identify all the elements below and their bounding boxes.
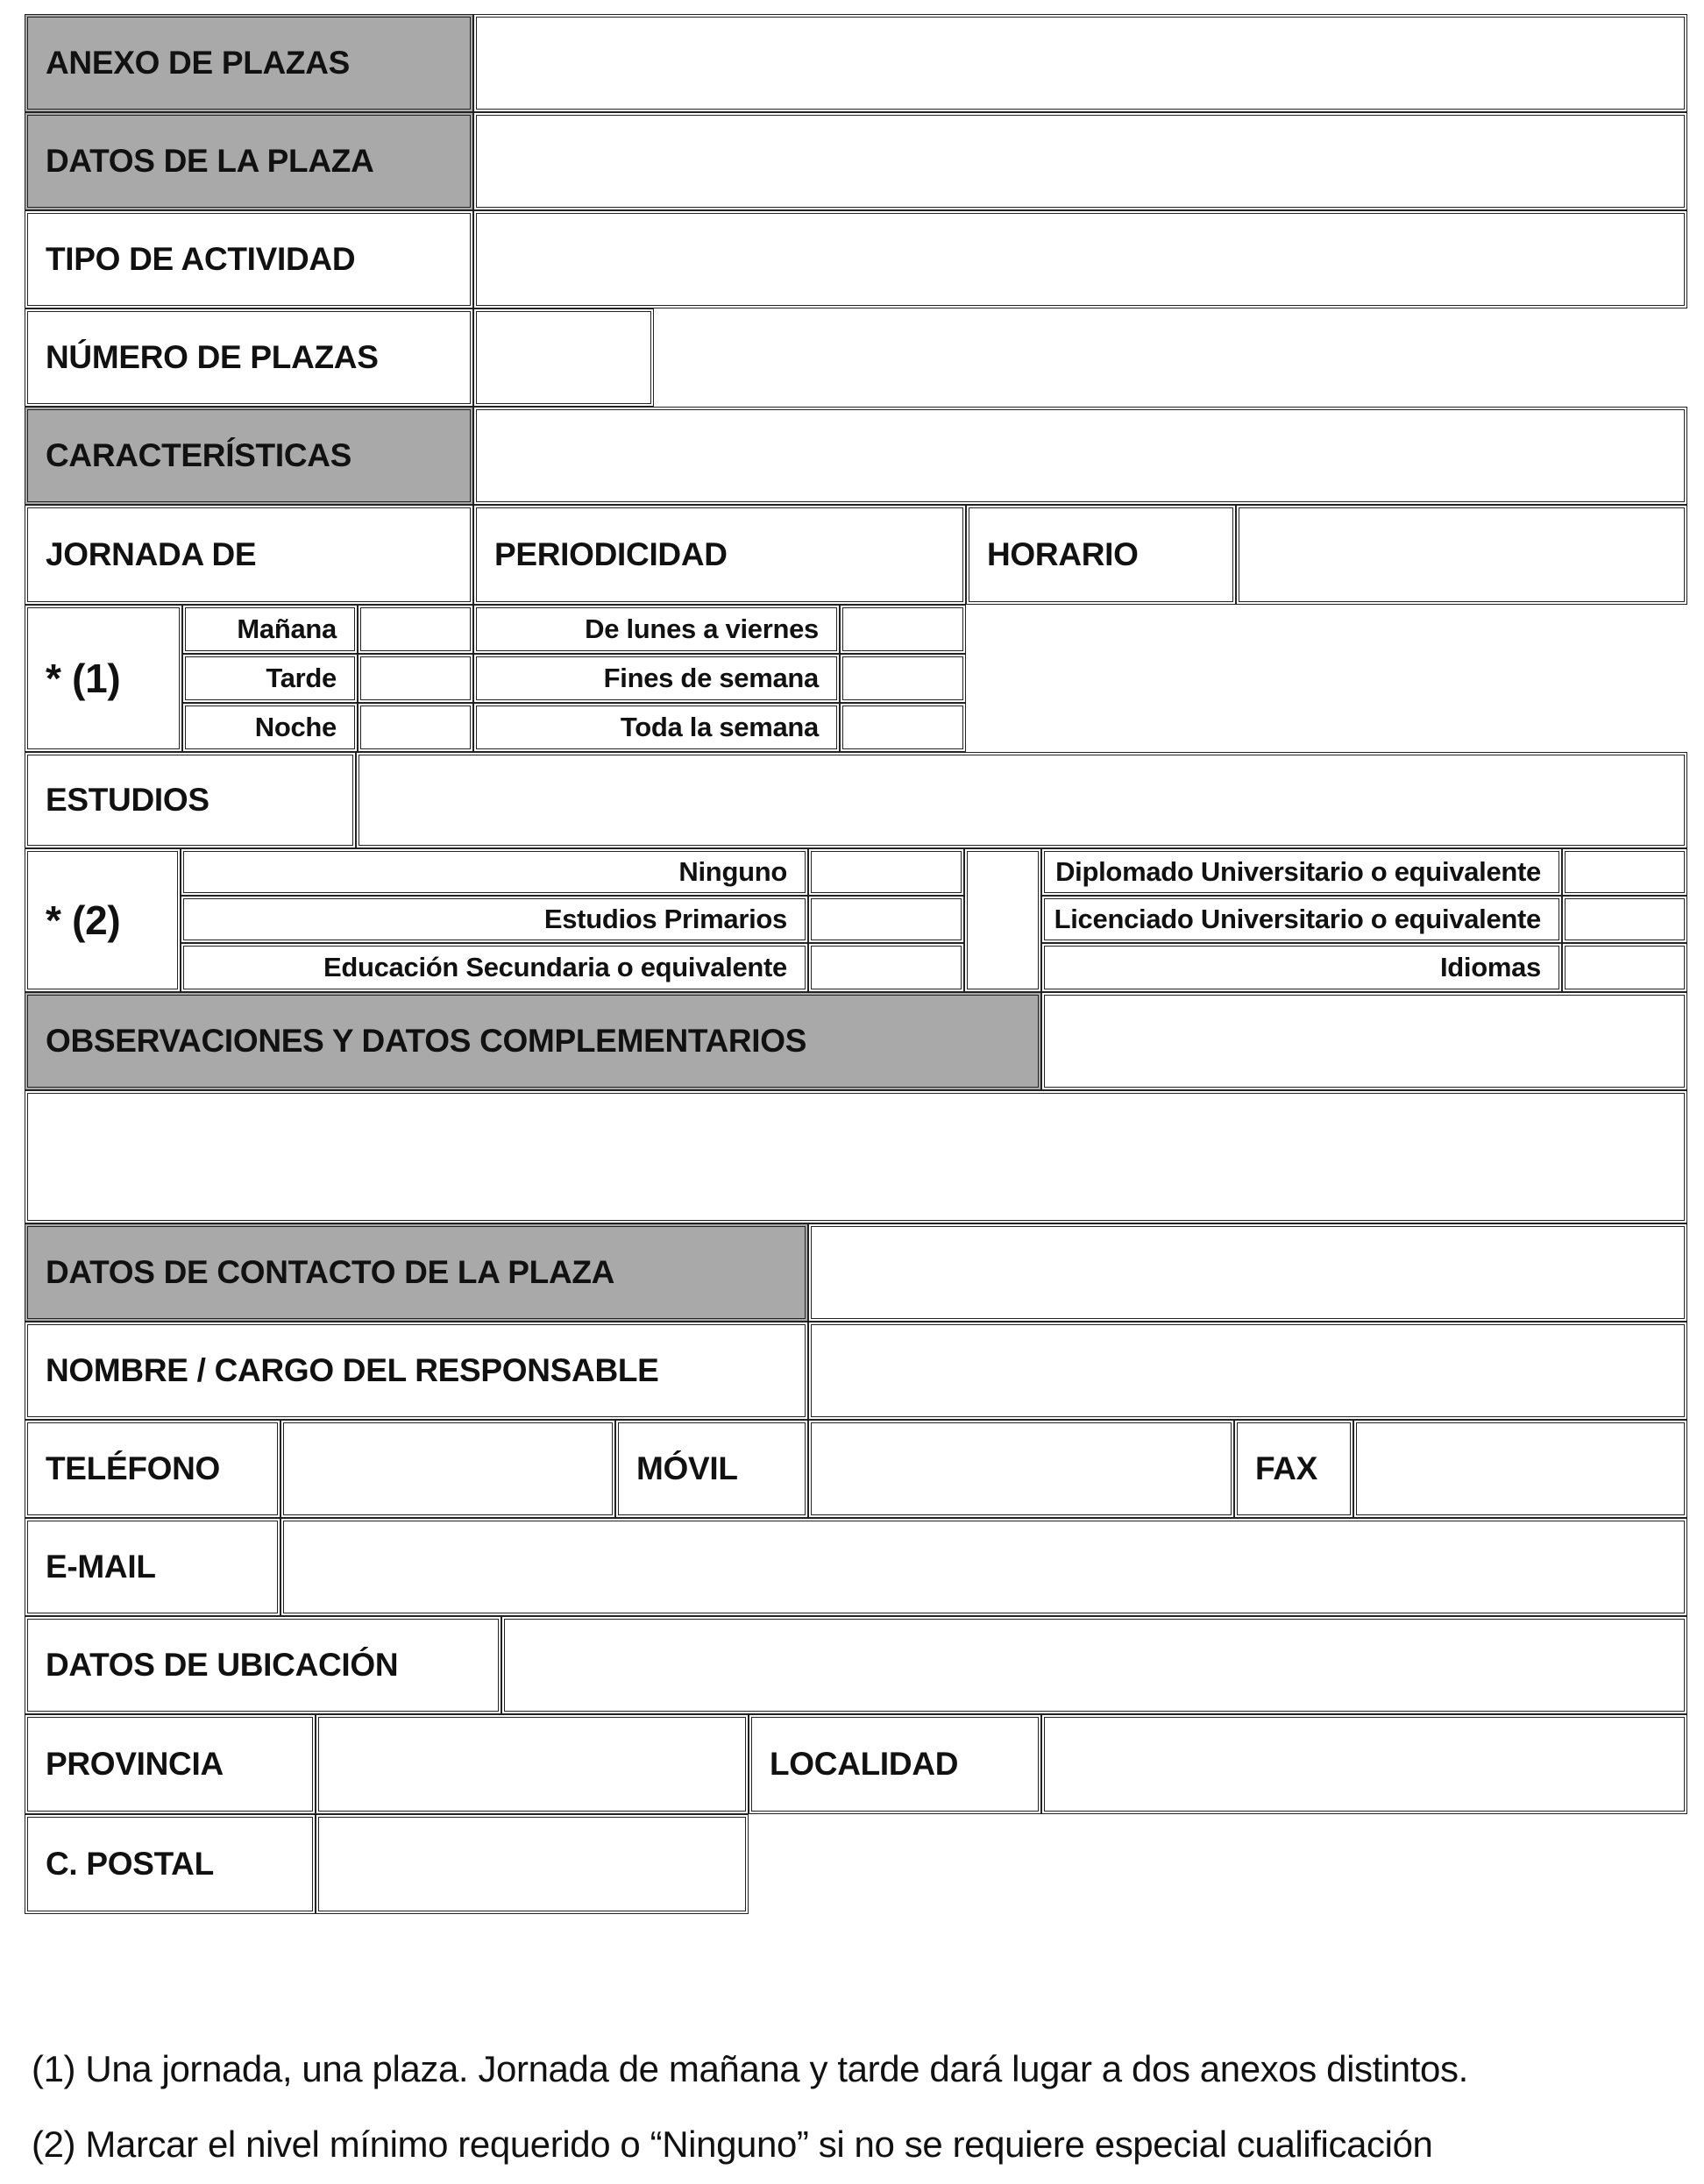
contacto-heading: DATOS DE CONTACTO DE LA PLAZA bbox=[25, 1223, 808, 1322]
localidad-label: LOCALIDAD bbox=[749, 1714, 1041, 1814]
periodicidad-fines-semana-checkbox[interactable] bbox=[840, 654, 966, 703]
anexo-plazas-heading: ANEXO DE PLAZAS bbox=[25, 14, 473, 112]
ubicacion-field[interactable] bbox=[501, 1616, 1687, 1714]
footnote-2: (2) Marcar el nivel mínimo requerido o “Ninguno” si no se requiere especial cualificación bbox=[32, 2124, 1433, 2165]
estudios-option-primarios: Estudios Primarios bbox=[181, 896, 808, 943]
estudios-idiomas-checkbox[interactable] bbox=[1562, 943, 1687, 992]
datos-plaza-field[interactable] bbox=[473, 112, 1687, 210]
localidad-field[interactable] bbox=[1041, 1714, 1687, 1814]
responsable-field[interactable] bbox=[808, 1322, 1687, 1420]
observaciones-heading-field[interactable] bbox=[1041, 992, 1687, 1090]
periodicidad-option-fines-semana: Fines de semana bbox=[473, 654, 840, 703]
numero-plazas-field[interactable] bbox=[473, 308, 654, 407]
contacto-heading-field[interactable] bbox=[808, 1223, 1687, 1322]
movil-label: MÓVIL bbox=[615, 1420, 808, 1518]
footnotes bbox=[32, 2032, 1468, 2182]
telefono-label: TELÉFONO bbox=[25, 1420, 280, 1518]
estudios-field[interactable] bbox=[356, 752, 1687, 848]
provincia-field[interactable] bbox=[316, 1714, 749, 1814]
email-label: E-MAIL bbox=[25, 1518, 280, 1616]
estudios-option-licenciado: Licenciado Universitario o equivalente bbox=[1041, 896, 1562, 943]
nota1-marker: * (1) bbox=[25, 605, 182, 752]
periodicidad-option-lunes-viernes: De lunes a viernes bbox=[473, 605, 840, 654]
estudios-option-ninguno: Ninguno bbox=[181, 848, 808, 896]
fax-field[interactable] bbox=[1353, 1420, 1687, 1518]
provincia-label: PROVINCIA bbox=[25, 1714, 316, 1814]
responsable-label: NOMBRE / CARGO DEL RESPONSABLE bbox=[25, 1322, 808, 1420]
datos-plaza-heading: DATOS DE LA PLAZA bbox=[25, 112, 473, 210]
caracteristicas-heading: CARACTERÍSTICAS bbox=[25, 407, 473, 505]
footnote-1: (1) Una jornada, una plaza. Jornada de mañana y tarde dará lugar a dos anexos distintos. bbox=[32, 2048, 1468, 2089]
caracteristicas-field[interactable] bbox=[473, 407, 1687, 505]
estudios-secundaria-checkbox[interactable] bbox=[808, 943, 964, 992]
postal-label: C. POSTAL bbox=[25, 1814, 316, 1914]
nota2-marker: * (2) bbox=[25, 848, 181, 992]
fax-label: FAX bbox=[1234, 1420, 1353, 1518]
ubicacion-label: DATOS DE UBICACIÓN bbox=[25, 1616, 501, 1714]
email-field[interactable] bbox=[280, 1518, 1687, 1616]
observaciones-textarea[interactable] bbox=[25, 1090, 1687, 1223]
estudios-diplomado-checkbox[interactable] bbox=[1562, 848, 1687, 896]
periodicidad-lunes-viernes-checkbox[interactable] bbox=[840, 605, 966, 654]
jornada-option-tarde: Tarde bbox=[182, 654, 358, 703]
estudios-licenciado-checkbox[interactable] bbox=[1562, 896, 1687, 943]
estudios-option-diplomado: Diplomado Universitario o equivalente bbox=[1041, 848, 1562, 896]
jornada-label: JORNADA DE bbox=[25, 505, 473, 605]
jornada-noche-checkbox[interactable] bbox=[358, 703, 473, 752]
estudios-option-idiomas: Idiomas bbox=[1041, 943, 1562, 992]
jornada-option-manana: Mañana bbox=[182, 605, 358, 654]
periodicidad-toda-semana-checkbox[interactable] bbox=[840, 703, 966, 752]
anexo-plazas-field[interactable] bbox=[473, 14, 1687, 112]
tipo-actividad-label: TIPO DE ACTIVIDAD bbox=[25, 210, 473, 308]
jornada-manana-checkbox[interactable] bbox=[358, 605, 473, 654]
estudios-option-secundaria: Educación Secundaria o equivalente bbox=[181, 943, 808, 992]
numero-plazas-label: NÚMERO DE PLAZAS bbox=[25, 308, 473, 407]
jornada-option-noche: Noche bbox=[182, 703, 358, 752]
periodicidad-option-toda-semana: Toda la semana bbox=[473, 703, 840, 752]
postal-field[interactable] bbox=[316, 1814, 749, 1914]
periodicidad-label: PERIODICIDAD bbox=[473, 505, 966, 605]
movil-field[interactable] bbox=[808, 1420, 1234, 1518]
estudios-label: ESTUDIOS bbox=[25, 752, 356, 848]
tipo-actividad-field[interactable] bbox=[473, 210, 1687, 308]
observaciones-heading: OBSERVACIONES Y DATOS COMPLEMENTARIOS bbox=[25, 992, 1041, 1090]
telefono-field[interactable] bbox=[280, 1420, 615, 1518]
horario-field[interactable] bbox=[1236, 505, 1687, 605]
jornada-tarde-checkbox[interactable] bbox=[358, 654, 473, 703]
estudios-spacer bbox=[964, 848, 1041, 992]
estudios-ninguno-checkbox[interactable] bbox=[808, 848, 964, 896]
horario-label: HORARIO bbox=[966, 505, 1236, 605]
estudios-primarios-checkbox[interactable] bbox=[808, 896, 964, 943]
